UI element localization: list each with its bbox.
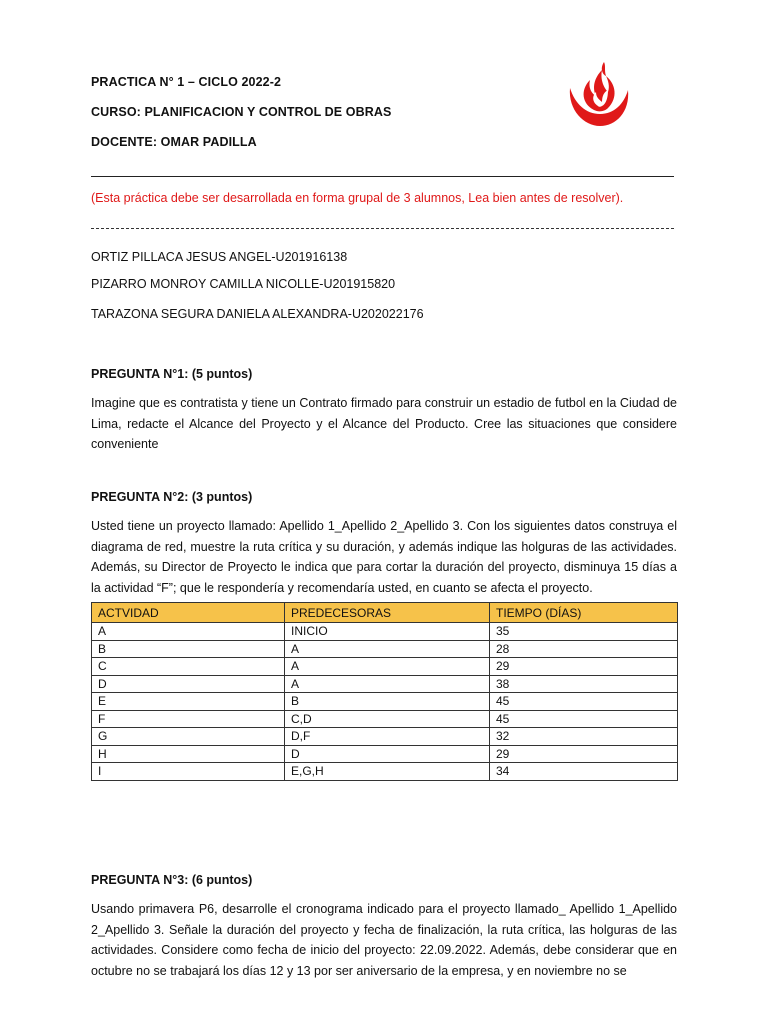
table-header-row xyxy=(92,603,678,623)
table-row xyxy=(92,675,678,693)
cell-time: 28 xyxy=(490,640,678,658)
header-time: TIEMPO (DÍAS) xyxy=(490,603,678,623)
table-row xyxy=(92,745,678,763)
cell-time: 35 xyxy=(490,623,678,641)
student-3: TARAZONA SEGURA DANIELA ALEXANDRA-U202022176 xyxy=(91,307,424,321)
table-row xyxy=(92,693,678,711)
cell-time: 34 xyxy=(490,763,678,781)
header-activity: ACTVIDAD xyxy=(92,603,285,623)
question-3-text: Usando primavera P6, desarrolle el cronograma indicado para el proyecto llamado_ Apellido 1_Apellido 2_Apellido 3. Señale la duración del proyecto y fecha de finalización, la ruta crítica, las holguras de las actividades. Considere como fecha de inicio del proyecto: 22.09.2022. Además, debe considerar que en octubre no se trabajará los días 12 y 13 por ser aniversario de la empresa, y en noviembre no se xyxy=(91,902,677,978)
upc-flame-logo-icon xyxy=(564,58,634,130)
table-row xyxy=(92,763,678,781)
cell-predecessors: C,D xyxy=(285,710,490,728)
table-row xyxy=(92,658,678,676)
cell-activity: F xyxy=(92,710,285,728)
question-2-text: Usted tiene un proyecto llamado: Apellido 1_Apellido 2_Apellido 3. Con los siguientes datos construya el diagrama de red, muestre la ruta crítica y su duración, y además indique las holguras de las actividades. Además, su Director de Proyecto le indica que para cortar la duración del proyecto, disminuya 15 días a la actividad “F”; que le respondería y recomendaría usted, en cuanto se afecta el proyecto. xyxy=(91,519,677,595)
cell-activity: H xyxy=(92,745,285,763)
table-row xyxy=(92,623,678,641)
cell-time: 29 xyxy=(490,745,678,763)
course-title: CURSO: PLANIFICACION Y CONTROL DE OBRAS xyxy=(91,105,392,119)
group-notice: (Esta práctica debe ser desarrollada en forma grupal de 3 alumnos, Lea bien antes de resolver). xyxy=(91,191,624,205)
cell-predecessors: A xyxy=(285,658,490,676)
cell-time: 38 xyxy=(490,675,678,693)
table-row xyxy=(92,728,678,746)
cell-time: 45 xyxy=(490,710,678,728)
cell-time: 32 xyxy=(490,728,678,746)
question-1-text: Imagine que es contratista y tiene un Contrato firmado para construir un estadio de futbol en la Ciudad de Lima, redacte el Alcance del Proyecto y el Alcance del Producto. Cree las situaciones que considere conveniente xyxy=(91,396,677,451)
header-predecessors: PREDECESORAS xyxy=(285,603,490,623)
cell-activity: G xyxy=(92,728,285,746)
question-3-title: PREGUNTA N°3: (6 puntos) xyxy=(91,873,253,887)
teacher-name: DOCENTE: OMAR PADILLA xyxy=(91,135,257,149)
cell-activity: A xyxy=(92,623,285,641)
dashed-divider xyxy=(91,228,674,229)
cell-time: 29 xyxy=(490,658,678,676)
table-row xyxy=(92,710,678,728)
cell-predecessors: D,F xyxy=(285,728,490,746)
cell-predecessors: INICIO xyxy=(285,623,490,641)
table-row xyxy=(92,640,678,658)
question-2-title: PREGUNTA N°2: (3 puntos) xyxy=(91,490,253,504)
practice-title: PRACTICA N° 1 – CICLO 2022-2 xyxy=(91,75,282,89)
cell-predecessors: A xyxy=(285,675,490,693)
activities-table xyxy=(91,602,678,781)
question-1-title: PREGUNTA N°1: (5 puntos) xyxy=(91,367,253,381)
cell-activity: C xyxy=(92,658,285,676)
cell-activity: D xyxy=(92,675,285,693)
cell-predecessors: B xyxy=(285,693,490,711)
cell-time: 45 xyxy=(490,693,678,711)
cell-activity: I xyxy=(92,763,285,781)
solid-divider xyxy=(91,176,674,177)
cell-predecessors: E,G,H xyxy=(285,763,490,781)
cell-activity: B xyxy=(92,640,285,658)
cell-predecessors: D xyxy=(285,745,490,763)
student-2: PIZARRO MONROY CAMILLA NICOLLE-U201915820 xyxy=(91,277,396,291)
cell-predecessors: A xyxy=(285,640,490,658)
student-1: ORTIZ PILLACA JESUS ANGEL-U201916138 xyxy=(91,250,348,264)
cell-activity: E xyxy=(92,693,285,711)
